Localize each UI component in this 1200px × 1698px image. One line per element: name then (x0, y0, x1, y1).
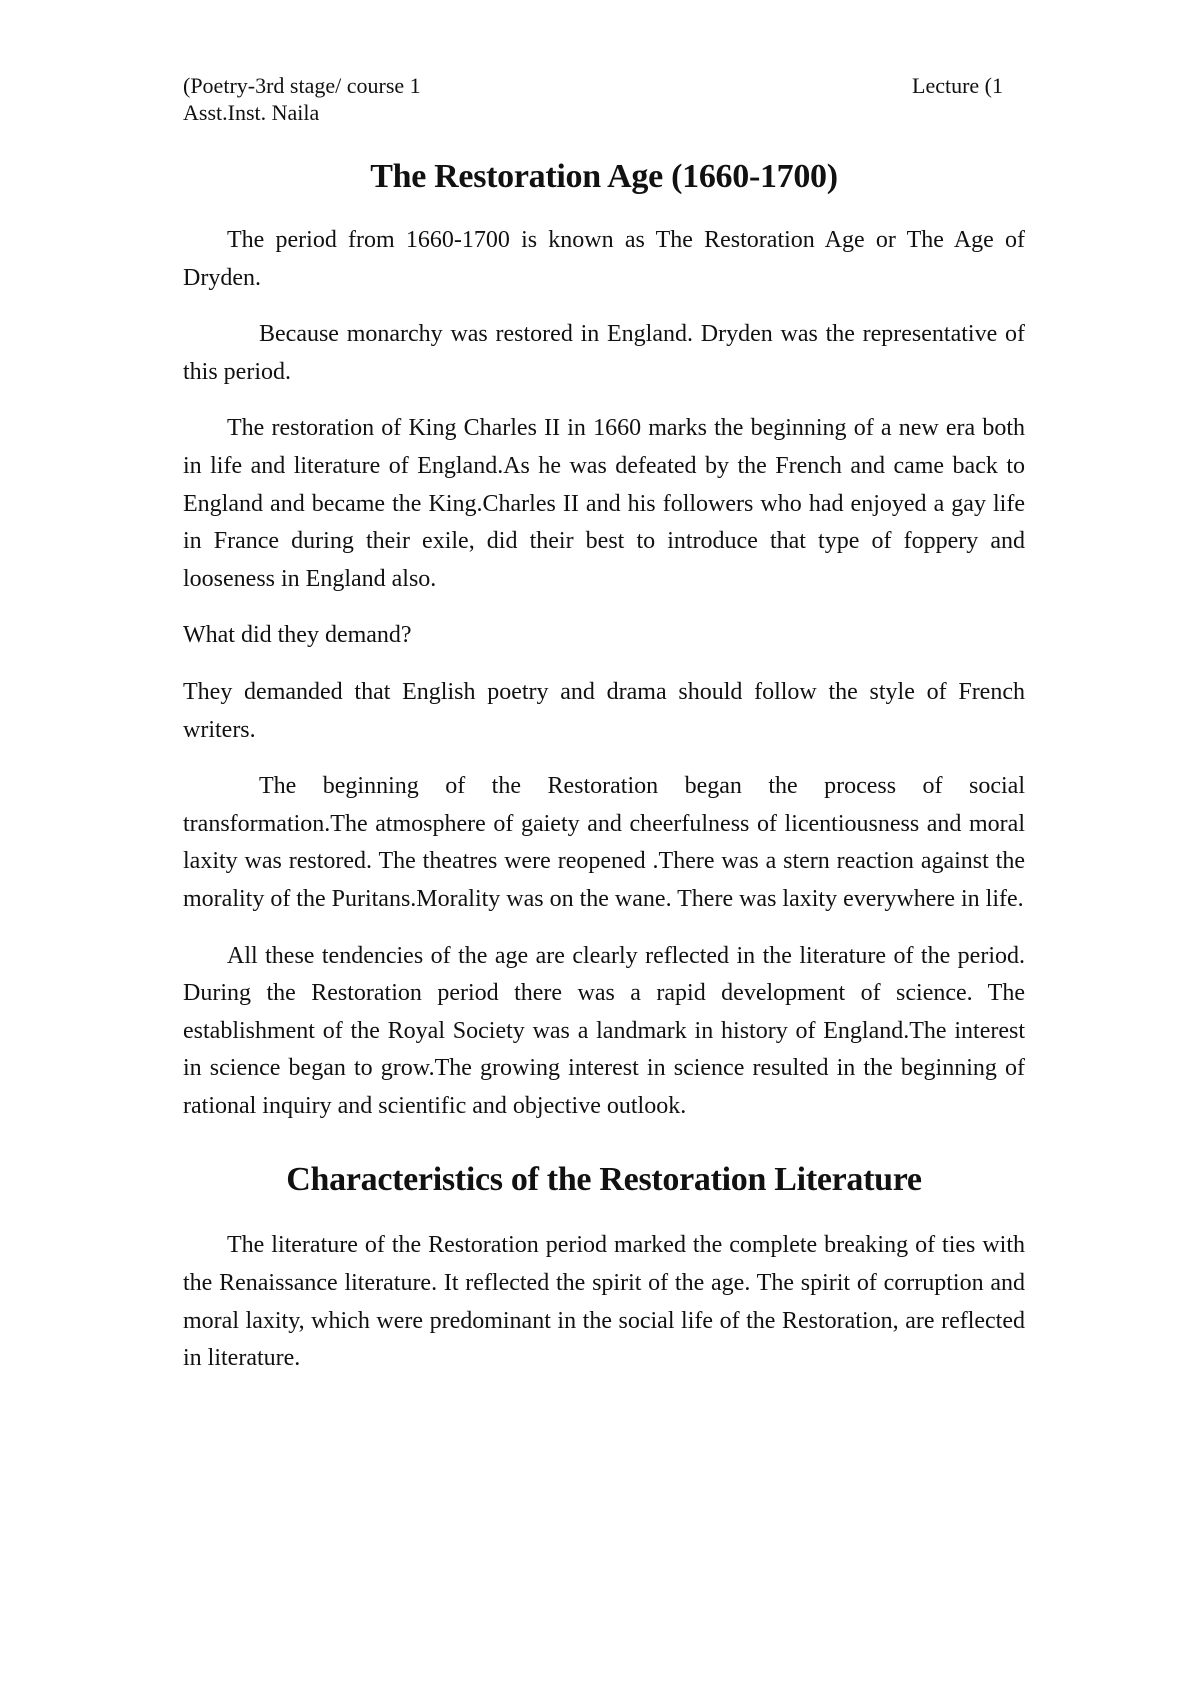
header-row (183, 72, 1023, 99)
header-lecture: Lecture (1 (912, 73, 1003, 98)
paragraph-tendencies: All these tendencies of the age are clearly reflected in the literature of the period. During the Restoration period there was a rapid development of science. The establishment of the Royal Society was a landmark in history of England.The interest in science began to grow.The growing interest in science resulted in the beginning of rational inquiry and scientific and objective outlook. (183, 942, 1025, 1119)
paragraph-demand: They demanded that English poetry and drama should follow the style of French writers. (183, 678, 1025, 743)
paragraph-transformation: The beginning of the Restoration began the process of social transformation.The atmosphere of gaiety and cheerfulness of licentiousness and moral laxity was restored. The theatres were reopened .There was a stern reaction against the morality of the Puritans.Morality was on the wane. There was laxity everywhere in life. (183, 773, 1025, 912)
paragraph-charles-ii: The restoration of King Charles II in 1660 marks the beginning of a new era both in life and literature of England.As he was defeated by the French and came back to England and became the King.Charles II and his followers who had enjoyed a gay life in France during their exile, did their best to introduce that type of foppery and looseness in England also. (183, 415, 1025, 592)
document-body (183, 150, 1025, 1397)
paragraph-intro: The period from 1660-1700 is known as The Restoration Age or The Age of Dryden. (183, 227, 1025, 291)
header-instructor: Asst.Inst. Naila (183, 100, 320, 125)
page-header (183, 72, 1023, 126)
paragraph-monarchy: Because monarchy was restored in England. Dryden was the representative of this period. (183, 321, 1025, 385)
page-title: The Restoration Age (1660-1700) (370, 158, 838, 195)
paragraph-question: What did they demand? (183, 622, 412, 649)
paragraph-characteristics: The literature of the Restoration period marked the complete breaking of ties with the Renaissance literature. It reflected the spirit of the age. The spirit of corruption and moral laxity, which were predominant in the social life of the Restoration, are reflected in literature. (183, 1232, 1025, 1372)
section-heading: Characteristics of the Restoration Literature (286, 1161, 922, 1199)
header-course: (Poetry-3rd stage/ course 1 (183, 73, 421, 98)
